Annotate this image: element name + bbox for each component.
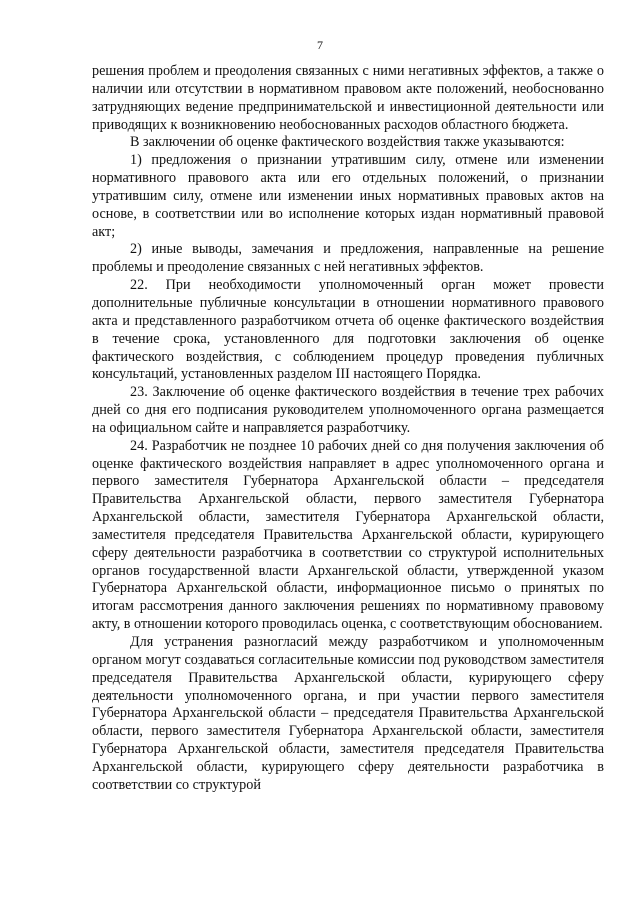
paragraph-3: 1) предложения о признании утратившим силу, отмене или изменении нормативного правового акта или его отдельных положений, о признании утратившим силу, отмене или изменении иных нормативных правовых актов на основе, в соответствии или во исполнение которых издан нормативный правовой акт; — [92, 152, 604, 240]
page-number: 7 — [317, 38, 323, 52]
paragraph-7: 24. Разработчик не позднее 10 рабочих дней со дня получения заключения об оценке фактического воздействия направляет в адрес уполномоченного органа и первого заместителя Губернатора Архангельской области – председателя Правительства Архангельской области, первого заместителя Губернатора Архангельской области, заместителя Губернатора Архангельской области, заместителя председателя Правительства Архангельской области, курирующего сферу деятельности разработчика в соответствии со структурой исполнительных органов государственной власти Архангельской области, утвержденной указом Губернатора Архангельской области, информационное письмо о принятых по итогам рассмотрения данного заключения решениях по нормативному правовому акту, в отношении которого проводилась оценка, с соответствующим обоснованием. — [92, 437, 604, 633]
document-body — [92, 63, 604, 795]
paragraph-4: 2) иные выводы, замечания и предложения, направленные на решение проблемы и преодоление связанных с ней негативных эффектов. — [92, 241, 604, 276]
paragraph-5: 22. При необходимости уполномоченный орган может провести дополнительные публичные консультации в отношении нормативного правового акта и представленного разработчиком отчета об оценке фактического воздействия в течение срока, установленного для подготовки заключения об оценке фактического воздействия, с соблюдением процедур проведения публичных консультаций, установленных разделом III настоящего Порядка. — [92, 277, 604, 383]
paragraph-2: В заключении об оценке фактического воздействия также указываются: — [130, 134, 565, 151]
paragraph-8: Для устранения разногласий между разработчиком и уполномоченным органом могут создаваться согласительные комиссии под руководством заместителя председателя Правительства Архангельской области, курирующего сферу деятельности уполномоченного органа, и при участии первого заместителя Губернатора Архангельской области – председателя Правительства Архангельской области, первого заместителя Губернатора Архангельской области, заместителя Губернатора Архангельской области, заместителя председателя Правительства Архангельской области, курирующего сферу деятельности разработчика в соответствии со структурой — [92, 634, 604, 793]
paragraph-6: 23. Заключение об оценке фактического воздействия в течение трех рабочих дней со дня его подписания руководителем уполномоченного органа размещается на официальном сайте и направляется разработчику. — [92, 384, 604, 436]
paragraph-1: решения проблем и преодоления связанных с ними негативных эффектов, а также о наличии или отсутствии в нормативном правовом акте положений, необоснованно затрудняющих ведение предпринимательской и инвестиционной деятельности или приводящих к возникновению необоснованных расходов областного бюджета. — [92, 63, 604, 133]
